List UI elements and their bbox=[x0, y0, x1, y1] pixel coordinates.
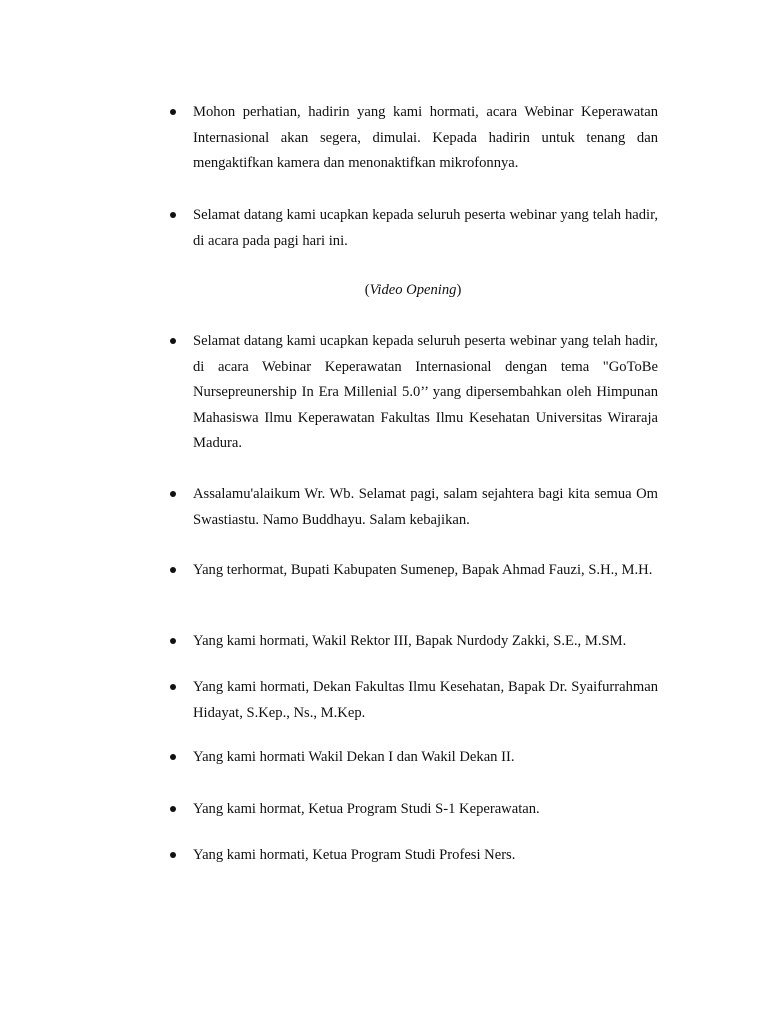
bullet-icon bbox=[168, 558, 182, 584]
list-item bbox=[168, 797, 658, 823]
list-item-text: Yang terhormat, Bupati Kabupaten Sumenep, Bapak Ahmad Fauzi, S.H., M.H. bbox=[193, 562, 653, 578]
list-item-text: Yang kami hormati, Wakil Rektor III, Bapak Nurdody Zakki, S.E., M.SM. bbox=[193, 633, 627, 649]
list-item-text: Selamat datang kami ucapkan kepada seluruh peserta webinar yang telah hadir, di acara pada pagi hari ini. bbox=[193, 207, 658, 249]
list-item-text: Yang kami hormati, Dekan Fakultas Ilmu Kesehatan, Bapak Dr. Syaifurrahman Hidayat, S.Kep., Ns., M.Kep. bbox=[193, 679, 658, 721]
stage-direction-open: ( bbox=[364, 282, 370, 298]
bullet-icon bbox=[168, 329, 182, 355]
list-item bbox=[168, 629, 658, 655]
list-item-text: Yang kami hormat, Ketua Program Studi S-1 Keperawatan. bbox=[193, 801, 540, 817]
list-item bbox=[168, 745, 658, 771]
list-item-text: Yang kami hormati Wakil Dekan I dan Wakil Dekan II. bbox=[193, 749, 515, 765]
stage-direction bbox=[168, 278, 658, 304]
list-item bbox=[168, 203, 658, 254]
list-item-text: Selamat datang kami ucapkan kepada seluruh peserta webinar yang telah hadir, di acara Webinar Keperawatan Internasional dengan tema "GoToBe Nursepreunership In Era Millenial 5.0’’ yang dipersembahkan oleh Himpunan Mahasiswa Ilmu Keperawatan Fakultas Ilmu Kesehatan Universitas Wiraraja Madura. bbox=[193, 333, 658, 451]
bullet-icon bbox=[168, 843, 182, 869]
bullet-icon bbox=[168, 675, 182, 701]
bullet-icon bbox=[168, 482, 182, 508]
list-item bbox=[168, 329, 658, 457]
list-item bbox=[168, 675, 658, 726]
list-item-text: Mohon perhatian, hadirin yang kami hormati, acara Webinar Keperawatan Internasional akan segera, dimulai. Kepada hadirin untuk tenang dan mengaktifkan kamera dan menonaktifkan mikrofonnya. bbox=[193, 104, 658, 171]
list-item-text: Yang kami hormati, Ketua Program Studi Profesi Ners. bbox=[193, 847, 516, 863]
list-item bbox=[168, 482, 658, 533]
bullet-icon bbox=[168, 629, 182, 655]
list-item bbox=[168, 558, 658, 584]
stage-direction-close: ) bbox=[456, 282, 462, 298]
bullet-icon bbox=[168, 100, 182, 126]
list-item-text: Assalamu'alaikum Wr. Wb. Selamat pagi, salam sejahtera bagi kita semua Om Swastiastu. Namo Buddhayu. Salam kebajikan. bbox=[193, 486, 658, 528]
stage-direction-label: Video Opening bbox=[369, 282, 457, 298]
bullet-icon bbox=[168, 745, 182, 771]
list-item bbox=[168, 843, 658, 869]
list-item bbox=[168, 100, 658, 177]
bullet-icon bbox=[168, 203, 182, 229]
bullet-icon bbox=[168, 797, 182, 823]
